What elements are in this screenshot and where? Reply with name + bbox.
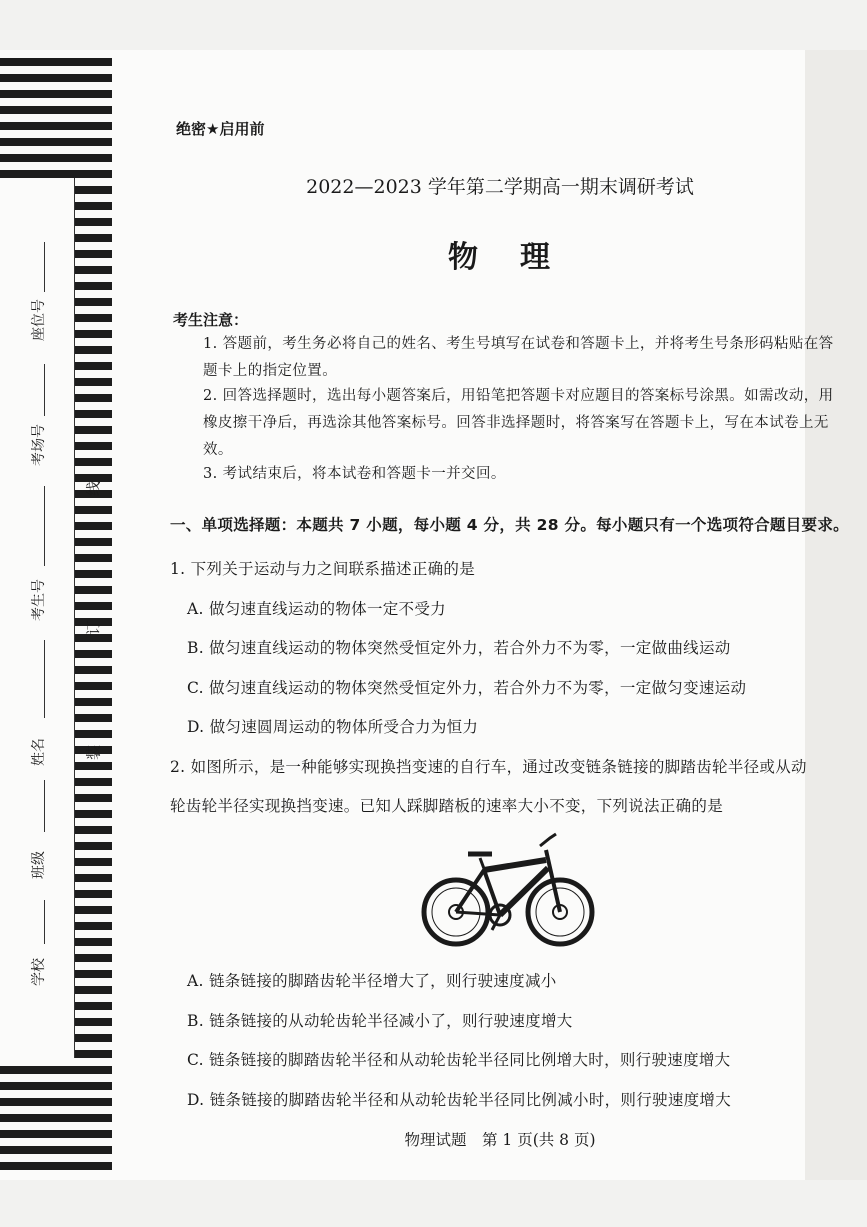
binding-line: [74, 178, 75, 1058]
binding-stripe: [0, 1066, 112, 1074]
page-footer: 物理试题 第 1 页(共 8 页): [404, 1131, 596, 1149]
scan-edge: [805, 50, 867, 1180]
binding-stripe: [0, 74, 112, 82]
question-1-option-c: C. 做匀速直线运动的物体突然受恒定外力，若合外力不为零，一定做匀变速运动: [187, 679, 747, 697]
field-label-name: 姓名: [31, 738, 47, 766]
field-line-examinee-id: [44, 486, 45, 566]
section-title: 一、单项选择题：本题共 7 小题，每小题 4 分，共 28 分。每小题只有一个选项符合题目要求。: [170, 516, 849, 534]
question-1-stem: 1. 下列关于运动与力之间联系描述正确的是: [170, 560, 476, 578]
exam-title: 2022—2023 学年第二学期高一期末调研考试: [306, 176, 694, 198]
question-1-option-d: D. 做匀速圆周运动的物体所受合力为恒力: [187, 718, 479, 736]
field-line-class: [44, 780, 45, 832]
field-label-class: 班级: [31, 851, 47, 879]
binding-stripe: [0, 154, 112, 162]
seal-mark-xian: 线: [84, 481, 103, 497]
binding-stripe: [0, 138, 112, 146]
question-2-option-b: B. 链条链接的从动轮齿轮半径减小了，则行驶速度增大: [187, 1012, 573, 1030]
question-1-option-a: A. 做匀速直线运动的物体一定不受力: [187, 600, 446, 618]
question-2-option-c: C. 链条链接的脚踏齿轮半径和从动轮齿轮半径同比例增大时，则行驶速度增大: [187, 1051, 731, 1069]
notice-item-1: 1. 答题前，考生务必将自己的姓名、考生号填写在试卷和答题卡上，并将考生号条形码粘贴在答题卡上的指定位置。: [203, 336, 834, 379]
binding-stripe: [0, 1162, 112, 1170]
notice-item-2: 2. 回答选择题时，选出每小题答案后，用铅笔把答题卡对应题目的答案标号涂黑。如需改动，用橡皮擦干净后，再选涂其他答案标号。回答非选择题时，将答案写在答题卡上，写在本试卷上无效。: [203, 388, 834, 458]
field-line-school: [44, 900, 45, 944]
question-1-option-b: B. 做匀速直线运动的物体突然受恒定外力，若合外力不为零，一定做曲线运动: [187, 639, 731, 657]
field-label-seat: 座位号: [31, 299, 47, 341]
field-line-name: [44, 640, 45, 718]
binding-stripe: [0, 122, 112, 130]
notice-item-3: 3. 考试结束后，将本试卷和答题卡一并交回。: [203, 466, 506, 482]
question-2-stem-line1: 2. 如图所示，是一种能够实现换挡变速的自行车，通过改变链条链接的脚踏齿轮半径或从动: [170, 758, 807, 776]
question-2-option-d: D. 链条链接的脚踏齿轮半径和从动轮齿轮半径同比例减小时，则行驶速度增大: [187, 1091, 732, 1109]
bicycle-icon: [420, 830, 595, 950]
notice-title: 考生注意：: [173, 311, 249, 329]
field-label-room: 考场号: [31, 424, 47, 466]
subject-title: 物理: [448, 240, 592, 275]
binding-stripe: [0, 58, 112, 66]
binding-stripe: [0, 1114, 112, 1122]
secret-mark: 绝密★启用前: [176, 120, 265, 138]
seal-mark-zhuang: 装: [84, 745, 103, 761]
binding-stripe: [0, 90, 112, 98]
binding-stripe: [0, 106, 112, 114]
field-label-examinee-id: 考生号: [31, 579, 47, 621]
seal-mark-ding: 订: [84, 620, 103, 636]
field-line-room: [44, 364, 45, 416]
binding-stripe: [0, 1082, 112, 1090]
question-2-stem-line2: 轮齿轮半径实现换挡变速。已知人踩脚踏板的速率大小不变，下列说法正确的是: [170, 797, 724, 815]
question-2-option-a: A. 链条链接的脚踏齿轮半径增大了，则行驶速度减小: [187, 972, 557, 990]
field-label-school: 学校: [31, 958, 47, 986]
binding-stripe: [0, 1098, 112, 1106]
